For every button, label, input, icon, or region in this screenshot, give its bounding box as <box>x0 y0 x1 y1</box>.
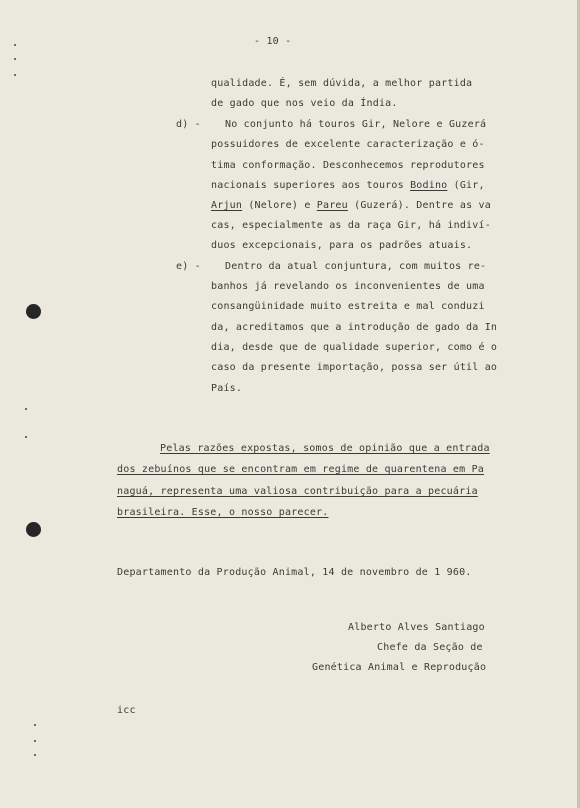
conclusion-line: brasileira. Esse, o nosso parecer. <box>117 507 329 518</box>
typist-initials: icc <box>117 705 136 716</box>
signature-name: Alberto Alves Santiago <box>348 622 485 633</box>
item-e-line: consangüinidade muito estreita e mal conduzi <box>211 301 485 312</box>
punch-hole <box>26 522 41 537</box>
item-e-line: dia, desde que de qualidade superior, como é o <box>211 342 498 353</box>
conclusion-line: naguá, representa uma valiosa contribuição para a pecuária <box>117 486 478 497</box>
item-d-line: duos excepcionais, para os padrões atuais. <box>211 240 473 251</box>
item-e-line: da, acreditamos que a introdução de gado da In <box>211 322 498 333</box>
item-d-text: nacionais superiores aos touros <box>211 180 411 191</box>
speck <box>34 724 36 726</box>
speck <box>14 74 16 76</box>
conclusion-line: Pelas razões expostas, somos de opinião que a entrada <box>160 443 490 454</box>
item-e-marker: e) - <box>176 261 201 272</box>
item-e-line: caso da presente importação, possa ser útil ao <box>211 362 498 373</box>
item-d-line <box>211 180 485 191</box>
speck <box>34 740 36 742</box>
speck <box>25 408 27 410</box>
item-e-line: banhos já revelando os inconvenientes de uma <box>211 281 485 292</box>
signature-role: Chefe da Seção de <box>377 642 483 653</box>
item-b-line: qualidade. É, sem dúvida, a melhor partida <box>211 78 473 89</box>
speck <box>14 58 16 60</box>
punch-hole <box>26 304 41 319</box>
signature-unit: Genética Animal e Reprodução <box>312 662 487 673</box>
item-d-line <box>211 200 491 211</box>
item-d-line: No conjunto há touros Gir, Nelore e Guzerá <box>225 119 487 130</box>
conclusion-line: dos zebuínos que se encontram em regime de quarentena em Pa <box>117 464 485 475</box>
page-number: - 10 - <box>254 36 292 47</box>
bull-name-pareu: Pareu <box>316 200 348 211</box>
speck <box>25 436 27 438</box>
item-d-line: possuidores de excelente caracterização e ó- <box>211 139 485 150</box>
item-e-line: País. <box>211 383 243 394</box>
item-b-line: de gado que nos veio da Índia. <box>211 98 398 109</box>
item-d-line: tima conformação. Desconhecemos reprodutores <box>211 160 485 171</box>
item-d-text: (Gir, <box>447 180 485 191</box>
item-d-text: (Guzerá). Dentre as va <box>347 200 491 211</box>
bull-name-bodino: Bodino <box>410 180 448 191</box>
item-d-line: cas, especialmente as da raça Gir, há indiví- <box>211 220 491 231</box>
item-d-text: (Nelore) e <box>242 200 317 211</box>
item-d-marker: d) - <box>176 119 201 130</box>
bull-name-arjun: Arjun <box>211 200 243 211</box>
dateline: Departamento da Produção Animal, 14 de novembro de 1 960. <box>117 567 472 578</box>
item-e-line: Dentro da atual conjuntura, com muitos re- <box>225 261 487 272</box>
speck <box>14 44 16 46</box>
speck <box>34 754 36 756</box>
